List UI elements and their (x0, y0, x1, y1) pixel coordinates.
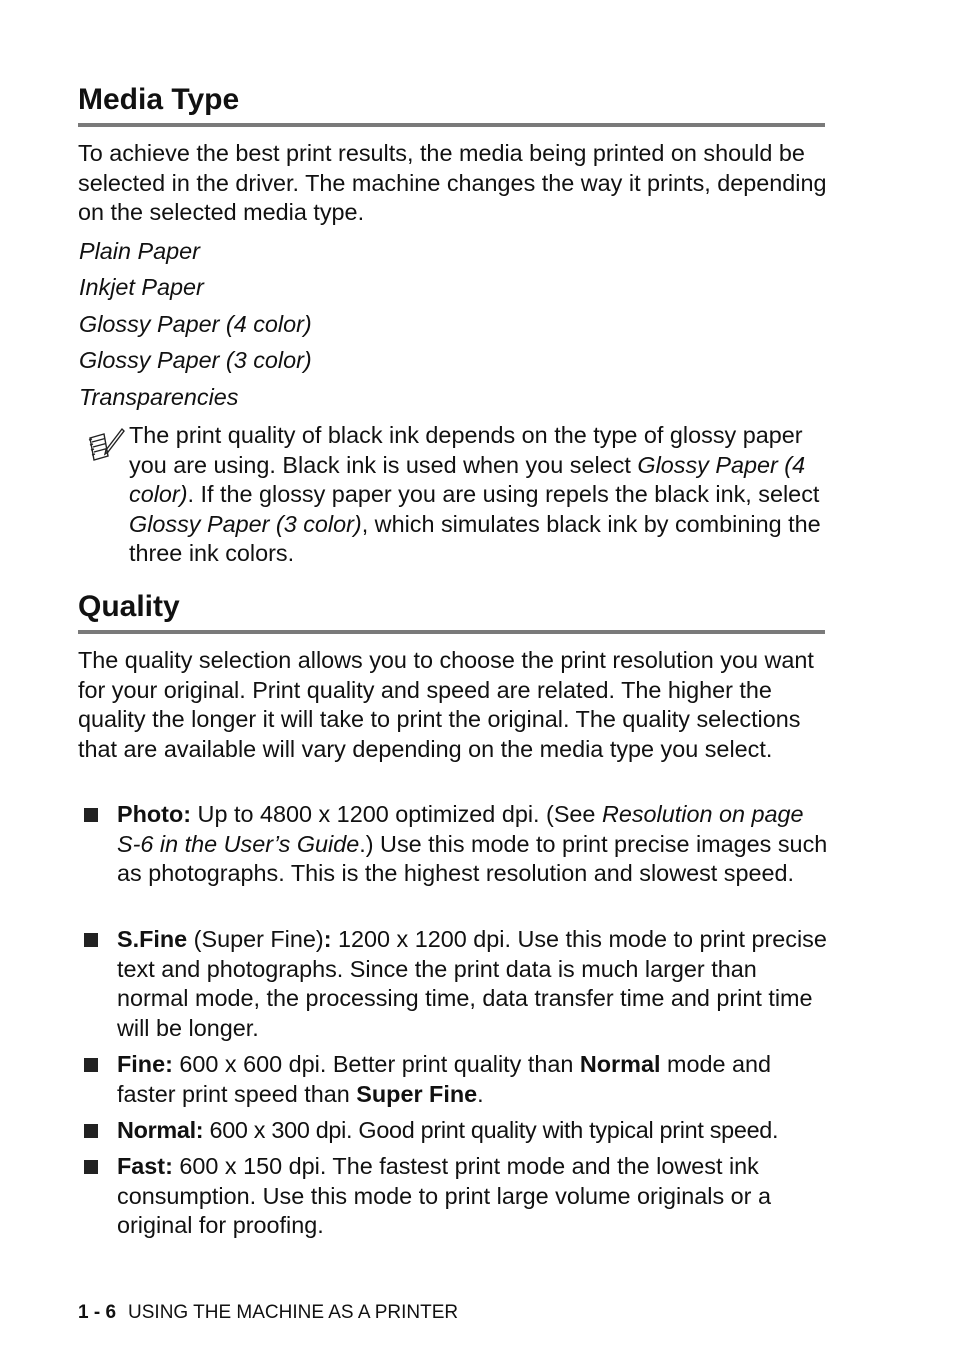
quality-intro: The quality selection allows you to choose the print resolution you want for your original. Print quality and speed are related. The higher the quality the longer it will take to print the original. The quality selections that are available will vary depending on the media type you select. (78, 647, 814, 762)
bullet-bold-term: Super Fine (356, 1080, 478, 1107)
quality-bullet-fast (78, 1152, 838, 1241)
quality-bullet-normal (78, 1116, 838, 1146)
bullet-text-part: 600 x 300 dpi. Good print quality with typical print speed. (203, 1117, 779, 1143)
media-type-item: Transparencies (79, 383, 239, 410)
bullet-text-part: Up to 4800 x 1200 optimized dpi. (See (191, 801, 602, 827)
bullet-label: S.Fine (117, 926, 188, 952)
bullet-label: Normal: (117, 1117, 204, 1143)
cross-reference: Resolution on page S-6 in the User’s Guide (117, 801, 804, 857)
note-text-part: . If the glossy paper you are using repels the black ink, select (187, 481, 820, 508)
footer-section-title: USING THE MACHINE AS A PRINTER (128, 1302, 459, 1323)
note-text-part: , which simulates black ink by combining the three ink colors. (129, 510, 821, 567)
quality-heading: Quality (78, 590, 180, 623)
page-footer (78, 1301, 458, 1325)
note-pencil-icon (86, 426, 126, 466)
bullet-text-part: . (477, 1080, 484, 1107)
bullet-label: Fine: (117, 1051, 173, 1077)
media-type-rule (78, 123, 825, 127)
media-type-list (79, 233, 312, 415)
bullet-label: Photo: (117, 801, 192, 827)
bullet-square-icon (84, 1124, 98, 1138)
bullet-text-part: 1200 x 1200 dpi. Use this mode to print precise text and photographs. Since the print data is much larger than normal mode, the processing time, data transfer time and print time will be longer. (117, 926, 827, 1041)
bullet-bold-term: Normal (579, 1051, 661, 1077)
bullet-square-icon (84, 1160, 98, 1174)
bullet-label: Fast: (117, 1153, 173, 1179)
bullet-text-part: 600 x 150 dpi. The fastest print mode and the lowest ink consumption. Use this mode to print large volume originals or a original for proofing. (117, 1153, 771, 1239)
media-type-heading: Media Type (78, 83, 240, 116)
media-type-intro: To achieve the best print results, the media being printed on should be selected in the driver. The machine changes the way it prints, depending on the selected media type. (78, 140, 827, 226)
note-emphasis: Glossy Paper (3 color) (129, 510, 362, 537)
media-type-item: Plain Paper (79, 238, 200, 264)
bullet-text-part: mode and faster print speed than (117, 1051, 772, 1107)
media-type-item: Glossy Paper (3 color) (79, 347, 312, 374)
media-type-item: Glossy Paper (4 color) (79, 310, 312, 337)
note-text-part: The print quality of black ink depends on the type of glossy paper you are using. Black ink is used when you select (129, 422, 803, 478)
bullet-text-part: 600 x 600 dpi. Better print quality than (172, 1051, 580, 1077)
quality-bullet-photo (78, 800, 838, 889)
note-emphasis: Glossy Paper (4 color) (129, 451, 806, 508)
page-number: 1 - 6 (78, 1302, 117, 1323)
bullet-square-icon (84, 1058, 98, 1072)
quality-bullet-fine (78, 1050, 838, 1109)
bullet-colon: : (323, 926, 332, 952)
quality-rule (78, 630, 825, 634)
bullet-text-part: .) Use this mode to print precise images such as photographs. This is the highest resolution and slowest speed. (117, 830, 828, 887)
bullet-text-part: (Super Fine) (187, 926, 324, 952)
media-type-item: Inkjet Paper (79, 274, 204, 301)
quality-bullet-sfine (78, 925, 838, 1043)
glossy-paper-note (129, 421, 829, 569)
bullet-square-icon (84, 808, 98, 822)
bullet-square-icon (84, 933, 98, 947)
